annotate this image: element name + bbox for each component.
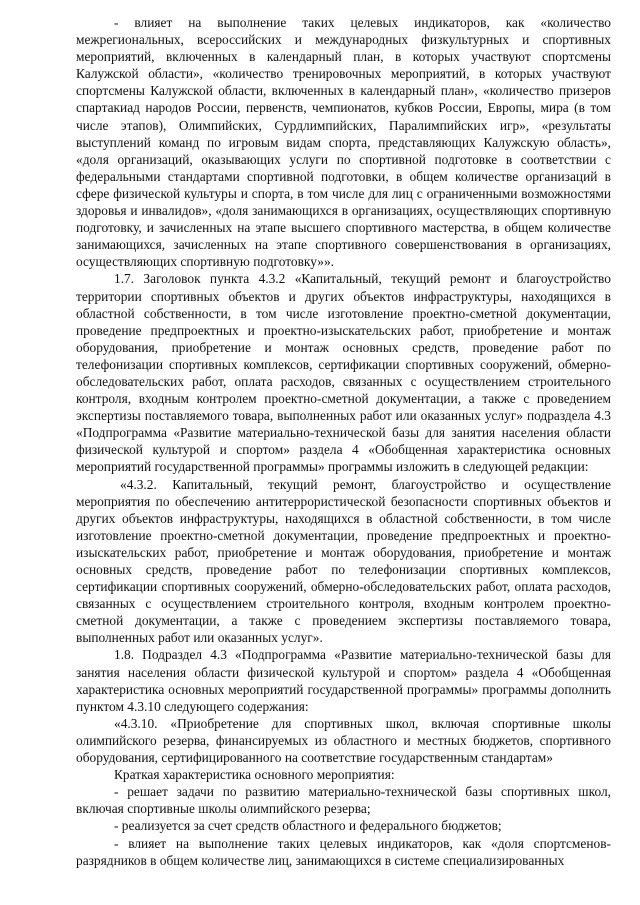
paragraph-funding: - реализуется за счет средств областного и федерального бюджетов; <box>114 818 502 834</box>
paragraph-indicators-continued: - влияет на выполнение таких целевых индикаторов, как «доля спортсменов-разрядников в общем количестве лиц, занимающихся в системе специализированных <box>76 835 611 868</box>
paragraph-1-8: 1.8. Подраздел 4.3 «Подпрограмма «Развитие материально-технической базы для занятия населения области физической культурой и спортом» раздела 4 «Обобщенная характеристика основных мероприятий государственной программы» программы дополнить пунктом 4.3.10 следующего содержания: <box>76 647 611 714</box>
paragraph-indicators-list: - влияет на выполнение таких целевых индикаторов, как «количество межрегиональных, всероссийских и международных физкультурных и спортивных мероприятий, включенных в календарный план, в которых участвуют спортсмены Калужской области», «количество тренировочных мероприятий, в которых участвуют спортсмены Калужской области, включенных в календарный план», «количество призеров спартакиад народов России, первенств, чемпионатов, кубков России, Европы, мира (в том числе этапов), Олимпийских, Сурдлимпийских, Паралимпийских игр», «результаты выступлений команд по игровым видам спорта, представляющих Калужскую область», «доля организаций, оказывающих услуги по спортивной подготовке в соответствии с федеральными стандартами спортивной подготовки, в общем количестве организаций в сфере физической культуры и спорта, в том числе для лиц с ограниченными возможностями здоровья и инвалидов», «доля занимающихся в организациях, осуществляющих спортивную подготовку, и зачисленных на этапе высшего спортивного мастерства, в общем количестве занимающихся, зачисленных на этапе спортивного совершенствования в организациях, осуществляющих спортивную подготовку»». <box>76 15 611 270</box>
paragraph-brief-characteristic: Краткая характеристика основного мероприятия: <box>114 767 395 783</box>
paragraph-4-3-2-new-wording: «4.3.2. Капитальный, текущий ремонт, благоустройство и осуществление мероприятия по обеспечению антитеррористической безопасности спортивных объектов и других объектов инфраструктуры, находящихся в областной собственности, в том числе изготовление проектно-сметной документации, проведение предпроектных и проектно-изыскательских работ, приобретение и монтаж оборудования, приобретение и монтаж основных средств, проведение работ по телефонизации спортивных комплексов, сертификации спортивных сооружений, обмерно-обследовательских работ, оплата расходов, связанных с осуществлением строительного контроля, входным контролем проектно-сметной документации, а также с проведением экспертизы поставляемого товара, выполненных работ или оказанных услуг». <box>76 476 611 646</box>
document-page <box>76 14 611 869</box>
paragraph-solves-tasks: - решает задачи по развитию материально-технической базы спортивных школ, включая спортивные школы олимпийского резерва; <box>76 784 611 817</box>
paragraph-4-3-10: «4.3.10. «Приобретение для спортивных школ, включая спортивные школы олимпийского резерва, финансируемых из областного и местных бюджетов, спортивного оборудования, сертифицированного на соответствие государственным стандартам» <box>76 715 611 766</box>
paragraph-1-7: 1.7. Заголовок пункта 4.3.2 «Капитальный, текущий ремонт и благоустройство территории спортивных объектов и других объектов инфраструктуры, находящихся в областной собственности, в том числе изготовление проектно-сметной документации, проведение предпроектных и проектно-изыскательских работ, приобретение и монтаж оборудования, приобретение и монтаж основных средств, проведение работ по телефонизации спортивных комплексов, сертификации спортивных сооружений, обмерно-обследовательских работ, оплата расходов, связанных с осуществлением строительного контроля, входным контролем проектно-сметной документации, а также с проведением экспертизы поставляемого товара, выполненных работ или оказанных услуг» подраздела 4.3 «Подпрограмма «Развитие материально-технической базы для занятия населения области физической культурой и спортом» раздела 4 «Обобщенная характеристика основных мероприятий государственной программы» программы изложить в следующей редакции: <box>76 271 611 475</box>
